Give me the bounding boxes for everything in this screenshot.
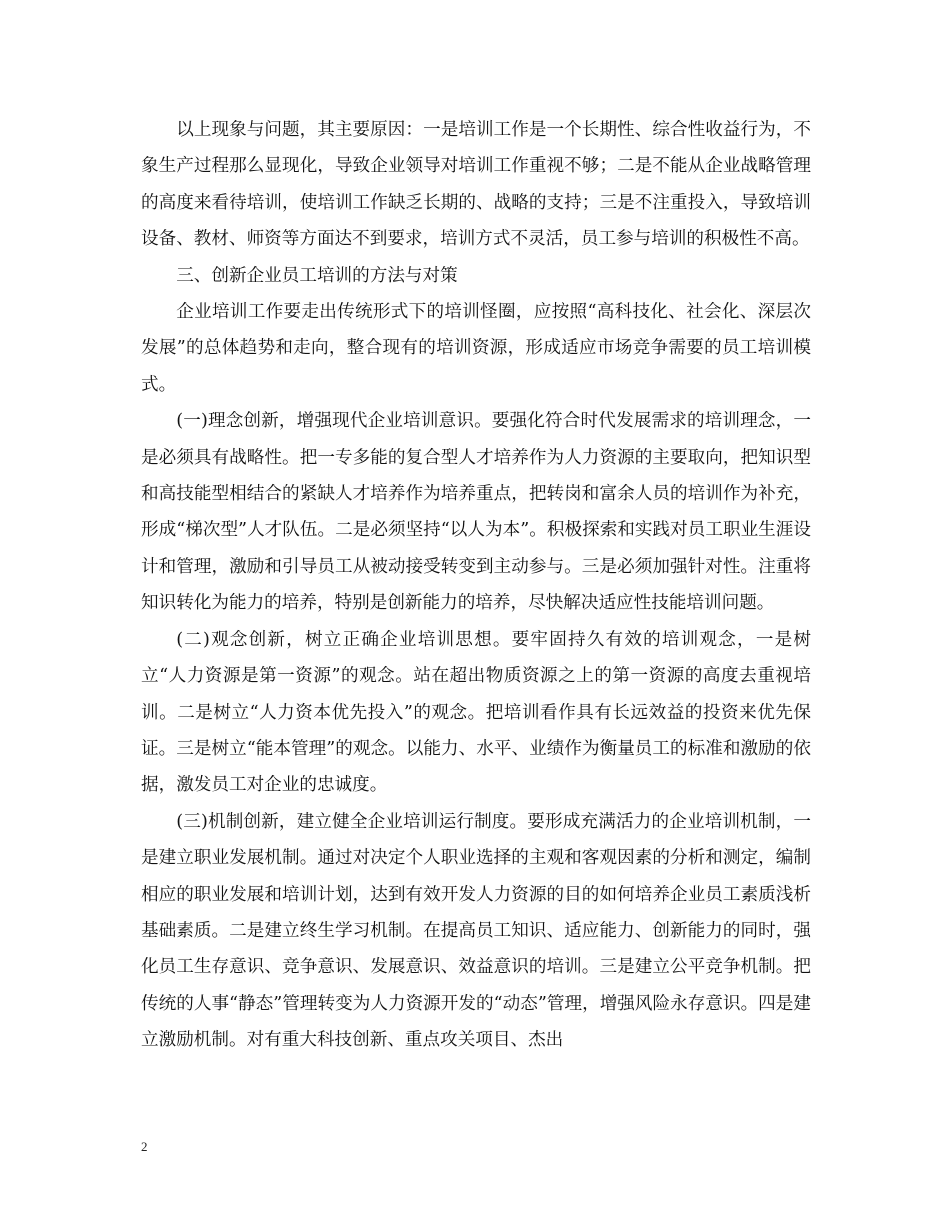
paragraph-intro: 企业培训工作要走出传统形式下的培训怪圈，应按照“高科技化、社会化、深层次发展”的总体趋势和走向，整合现有的培训资源，形成适应市场竞争需要的员工培训模式。 bbox=[141, 302, 811, 395]
document-body bbox=[141, 112, 811, 1059]
paragraph-mechanism-innovation: (三)机制创新，建立健全企业培训运行制度。要形成充满活力的企业培训机制，一是建立职业发展机制。通过对决定个人职业选择的主观和客观因素的分析和测定，编制相应的职业发展和培训计划，达到有效开发人力资源的目的如何培养企业员工素质浅析基础素质。二是建立终生学习机制。在提高员工知识、适应能力、创新能力的同时，强化员工生存意识、竞争意识、发展意识、效益意识的培训。三是建立公平竞争机制。把传统的人事“静态”管理转变为人力资源开发的“动态”管理，增强风险永存意识。四是建立激励机制。对有重大科技创新、重点攻关项目、杰出 bbox=[141, 811, 811, 1051]
section-heading: 三、创新企业员工培训的方法与对策 bbox=[176, 265, 458, 286]
paragraph-idea-innovation: (二)观念创新，树立正确企业培训思想。要牢固持久有效的培训观念，一是树立“人力资源是第一资源”的观念。站在超出物质资源之上的第一资源的高度去重视培训。二是树立“人力资本优先投入”的观念。把培训看作具有长远效益的投资来优先保证。三是树立“能本管理”的观念。以能力、水平、业绩作为衡量员工的标准和激励的依据，激发员工对企业的忠诚度。 bbox=[141, 629, 811, 796]
paragraph-causes: 以上现象与问题，其主要原因：一是培训工作是一个长期性、综合性收益行为，不象生产过程那么显现化，导致企业领导对培训工作重视不够；二是不能从企业战略管理的高度来看待培训，使培训工作缺乏长期的、战略的支持；三是不注重投入，导致培训设备、教材、师资等方面达不到要求，培训方式不灵活，员工参与培训的积极性不高。 bbox=[141, 120, 811, 250]
page-number: 2 bbox=[141, 1139, 148, 1154]
paragraph-concept-innovation: (一)理念创新，增强现代企业培训意识。要强化符合时代发展需求的培训理念，一是必须具有战略性。把一专多能的复合型人才培养作为人力资源的主要取向，把知识型和高技能型相结合的紧缺人才培养作为培养重点，把转岗和富余人员的培训作为补充，形成“梯次型”人才队伍。二是必须坚持“以人为本”。积极探索和实践对员工职业生涯设计和管理，激励和引导员工从被动接受转变到主动参与。三是必须加强针对性。注重将知识转化为能力的培养，特别是创新能力的培养，尽快解决适应性技能培训问题。 bbox=[141, 411, 811, 614]
